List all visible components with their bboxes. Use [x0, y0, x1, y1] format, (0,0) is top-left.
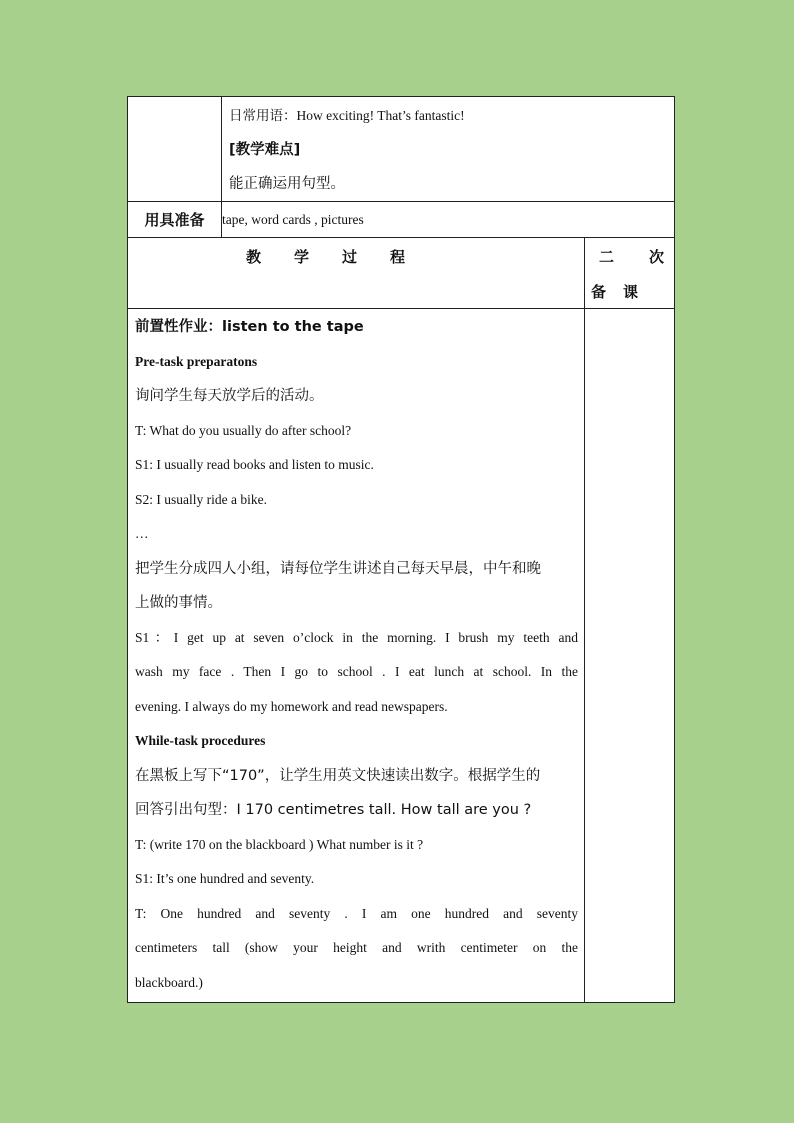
pre-task-heading: Pre-task preparatons [135, 353, 258, 369]
while-task-heading: While-task procedures [135, 733, 266, 748]
process-header-row [128, 238, 675, 309]
second-prep-label [585, 238, 674, 308]
student1-story-line1: S1：I get up at seven o’clock in the morning. I brush my teeth and [135, 629, 578, 645]
second-prep-notes-cell [585, 309, 675, 1003]
process-title [128, 238, 584, 308]
second-prep-cell [585, 238, 675, 309]
pre-homework: 前置性作业：listen to the tape [135, 319, 364, 335]
student2-answer: S2: I usually ride a bike. [135, 491, 267, 507]
student1-story-line3: evening. I always do my homework and read newspapers. [135, 698, 448, 714]
teacher-height-line3: blackboard.) [135, 974, 203, 990]
board-instruction-line1: 在黑板上写下“170”，让学生用英文快速读出数字。根据学生的 [135, 767, 541, 784]
student1-answer: S1: I usually read books and listen to music. [135, 457, 374, 472]
second-prep-char: 二 [599, 248, 615, 266]
ellipsis: … [135, 526, 149, 541]
group-instruction-line2: 上做的事情。 [135, 595, 222, 611]
process-title-char: 过 [342, 248, 358, 266]
group-instruction-line1: 把学生分成四人小组，请每位学生讲述自己每天早晨，中午和晚 [135, 560, 541, 577]
second-prep-char: 次 [649, 248, 665, 266]
objectives-cell [222, 97, 675, 202]
tools-value: tape, word cards , pictures [222, 202, 675, 238]
second-prep-char: 备 [591, 283, 607, 301]
teacher-question: T: What do you usually do after school? [135, 422, 352, 438]
objectives-row [128, 97, 675, 202]
board-instruction-line2: 回答引出句型：I 170 centimetres tall. How tall are you ? [135, 802, 532, 818]
lesson-plan-table [127, 96, 675, 1003]
procedure-row [128, 309, 675, 1003]
ask-students: 询问学生每天放学后的活动。 [135, 388, 324, 404]
objectives-label-cell [128, 97, 222, 202]
difficulty-text: 能正确运用句型。 [229, 176, 345, 192]
tools-row [128, 202, 675, 238]
teacher-write: T: (write 170 on the blackboard ) What number is it ? [135, 836, 424, 852]
teacher-height-line1: T: One hundred and seventy . I am one hundred and seventy [135, 905, 578, 921]
student1-number: S1: It’s one hundred and seventy. [135, 871, 315, 886]
difficulty-heading: [教学难点] [229, 142, 301, 158]
tools-label: 用具准备 [128, 202, 222, 238]
teacher-height-line2: centimeters tall (show your height and writh centimeter on the [135, 940, 578, 955]
process-title-char: 学 [294, 248, 310, 266]
process-title-char: 程 [390, 248, 406, 266]
procedure-cell [128, 309, 585, 1003]
student1-story-line2: wash my face . Then I go to school . I eat lunch at school. In the [135, 664, 578, 679]
second-prep-char: 课 [623, 283, 639, 301]
process-title-cell [128, 238, 585, 309]
process-title-char: 教 [246, 248, 262, 266]
daily-expressions: 日常用语：How exciting! That’s fantastic! [229, 108, 465, 123]
